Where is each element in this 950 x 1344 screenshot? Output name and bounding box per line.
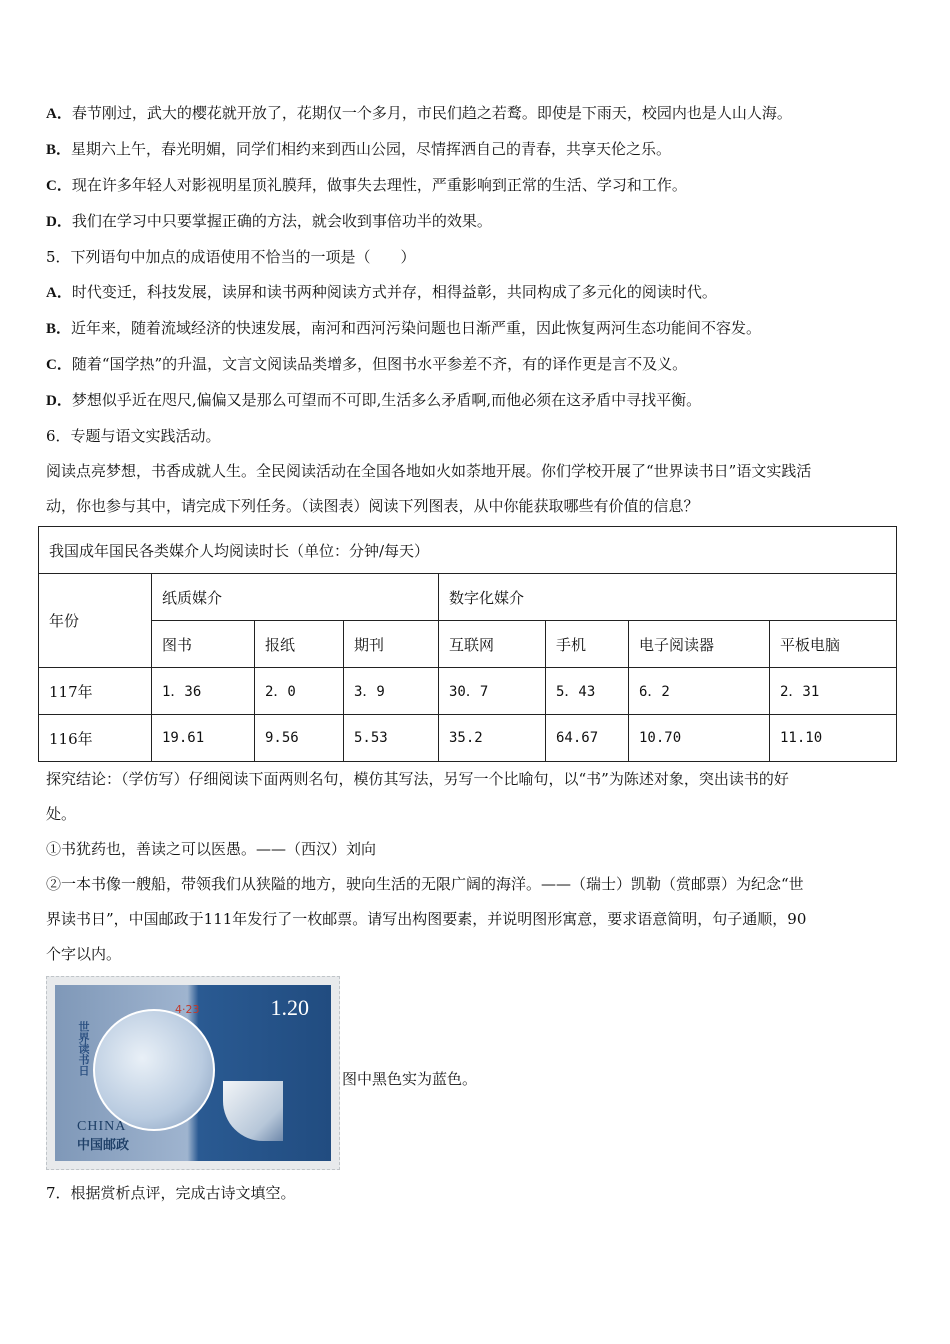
table-cell: 35.2 bbox=[439, 715, 546, 762]
stamp-date: 4·23 bbox=[175, 1003, 200, 1016]
q4-option-c: C．现在许多年轻人对影视明星顶礼膜拜，做事失去理性，严重影响到正常的生活、学习和工作。 bbox=[46, 176, 687, 194]
table-cell: 6．2 bbox=[629, 668, 770, 715]
table-cell: 5.53 bbox=[344, 715, 439, 762]
explore-line-2: 处。 bbox=[46, 805, 77, 823]
globe-icon bbox=[93, 1009, 215, 1131]
table-col-header: 报纸 bbox=[255, 621, 344, 668]
table-cell: 10.70 bbox=[629, 715, 770, 762]
table-year-header: 年份 bbox=[39, 574, 152, 668]
question-5-title: 5．下列语句中加点的成语使用不恰当的一项是（ ） bbox=[46, 248, 416, 266]
table-group-digital: 数字化媒介 bbox=[439, 574, 897, 621]
q5-option-c: C．随着“国学热”的升温，文言文阅读品类增多，但图书水平参差不齐，有的译作更是言不及义。 bbox=[46, 355, 688, 373]
table-cell: 2．0 bbox=[255, 668, 344, 715]
table-row bbox=[39, 715, 897, 762]
stamp-artwork bbox=[55, 985, 331, 1161]
table-cell: 11.10 bbox=[770, 715, 897, 762]
table-cell: 30．7 bbox=[439, 668, 546, 715]
stamp-country: CHINA bbox=[77, 1119, 127, 1134]
table-cell-year: 116年 bbox=[39, 715, 152, 762]
q6-intro-line-1: 阅读点亮梦想，书香成就人生。全民阅读活动在全国各地如火如荼地开展。你们学校开展了“世界读书日”语文实践活 bbox=[46, 462, 812, 480]
table-group-paper: 纸质媒介 bbox=[152, 574, 439, 621]
table-cell: 5．43 bbox=[546, 668, 629, 715]
question-7-title: 7．根据赏析点评，完成古诗文填空。 bbox=[46, 1184, 296, 1202]
table-caption: 我国成年国民各类媒介人均阅读时长（单位：分钟/每天） bbox=[39, 527, 897, 574]
stamp-title: 世界读书日 bbox=[77, 1021, 90, 1076]
table-col-header: 电子阅读器 bbox=[629, 621, 770, 668]
q5-option-b: B．近年来，随着流域经济的快速发展，南河和西河污染问题也日渐严重，因此恢复两河生态功能间不容发。 bbox=[46, 319, 762, 337]
table-cell: 19.61 bbox=[152, 715, 255, 762]
table-cell: 1．36 bbox=[152, 668, 255, 715]
table-cell: 9.56 bbox=[255, 715, 344, 762]
quote-2-line-2: 界读书日”，中国邮政于111年发行了一枚邮票。请写出构图要素，并说明图形寓意，要求语意简明，句子通顺，90 bbox=[46, 910, 807, 928]
q5-option-a: A．时代变迁，科技发展，读屏和读书两种阅读方式并存，相得益彰，共同构成了多元化的阅读时代。 bbox=[46, 283, 717, 301]
stamp-price: 1.20 bbox=[270, 995, 309, 1020]
table-cell-year: 117年 bbox=[39, 668, 152, 715]
q4-option-a: A．春节刚过，武大的樱花就开放了，花期仅一个多月，市民们趋之若鹜。即使是下雨天，校园内也是人山人海。 bbox=[46, 104, 792, 122]
q4-option-b: B．星期六上午，春光明媚，同学们相约来到西山公园，尽情挥洒自己的青春，共享天伦之乐。 bbox=[46, 140, 672, 158]
question-6-title: 6．专题与语文实践活动。 bbox=[46, 427, 221, 445]
q4-option-d: D．我们在学习中只要掌握正确的方法，就会收到事倍功半的效果。 bbox=[46, 212, 492, 230]
quote-2-line-1: ②一本书像一艘船，带领我们从狭隘的地方，驶向生活的无限广阔的海洋。——（瑞士）凯勒（赏邮票）为纪念“世 bbox=[46, 875, 804, 893]
table-cell: 64.67 bbox=[546, 715, 629, 762]
stamp-image bbox=[46, 976, 340, 1170]
table-col-header: 手机 bbox=[546, 621, 629, 668]
quote-1: ①书犹药也，善读之可以医愚。——（西汉）刘向 bbox=[46, 840, 377, 858]
page-curl-icon bbox=[223, 1081, 283, 1141]
reading-time-table bbox=[38, 526, 897, 762]
table-cell: 3．9 bbox=[344, 668, 439, 715]
explore-line-1: 探究结论：（学仿写）仔细阅读下面两则名句，模仿其写法，另写一个比喻句，以“书”为陈述对象，突出读书的好 bbox=[46, 770, 789, 788]
document-page bbox=[46, 96, 910, 1211]
q5-option-d: D．梦想似乎近在咫尺,偏偏又是那么可望而不可即,生活多么矛盾啊,而他必须在这矛盾中寻找平衡。 bbox=[46, 391, 702, 409]
quote-2-line-3: 个字以内。 bbox=[46, 945, 122, 963]
stamp-caption: 图中黑色实为蓝色。 bbox=[342, 1070, 478, 1088]
q6-intro-line-2: 动，你也参与其中，请完成下列任务。（读图表）阅读下列图表，从中你能获取哪些有价值的信息？ bbox=[46, 497, 699, 515]
table-row bbox=[39, 668, 897, 715]
table-col-header: 期刊 bbox=[344, 621, 439, 668]
table-cell: 2．31 bbox=[770, 668, 897, 715]
table-col-header: 平板电脑 bbox=[770, 621, 897, 668]
stamp-figure bbox=[46, 976, 910, 1174]
table-col-header: 图书 bbox=[152, 621, 255, 668]
table-col-header: 互联网 bbox=[439, 621, 546, 668]
stamp-post: 中国邮政 bbox=[77, 1138, 130, 1153]
